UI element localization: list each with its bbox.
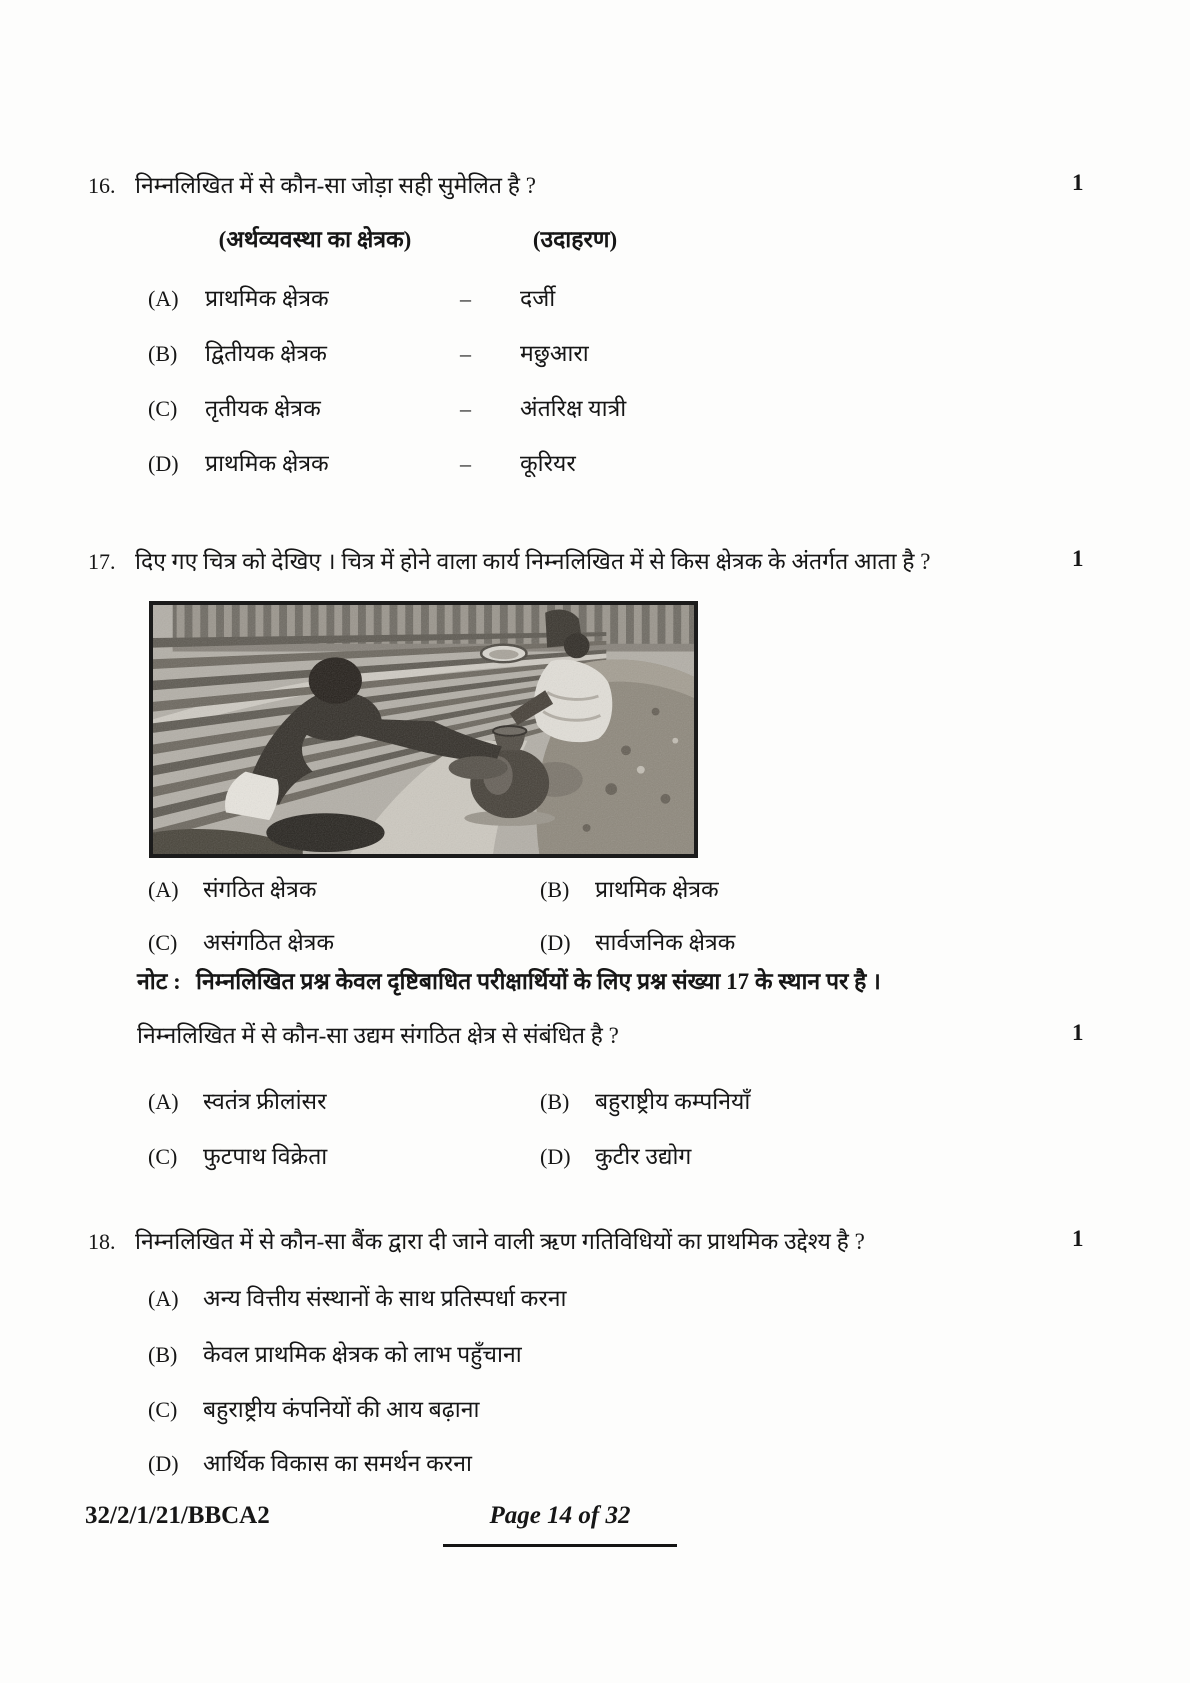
note-label: नोट : xyxy=(137,969,181,994)
q18-option-c-text: बहुराष्ट्रीय कंपनियों की आय बढ़ाना xyxy=(203,1397,480,1422)
q17-alt-option-d-text: कुटीर उद्योग xyxy=(595,1144,692,1169)
q17-alt-option-a-label: (A) xyxy=(148,1089,179,1114)
q16-option-d-label: (D) xyxy=(148,451,179,476)
q16-option-b-sector: द्वितीयक क्षेत्रक xyxy=(205,341,327,366)
q17-option-c-text: असंगठित क्षेत्रक xyxy=(203,930,335,955)
q16-marks: 1 xyxy=(1072,170,1084,195)
q17-alt-option-d-label: (D) xyxy=(540,1144,571,1169)
q17-option-b-text: प्राथमिक क्षेत्रक xyxy=(595,877,719,902)
q17-alt-option-c-label: (C) xyxy=(148,1144,178,1169)
q17-number: 17. xyxy=(88,549,116,574)
q18-option-c-label: (C) xyxy=(148,1397,178,1422)
q17-option-d-text: सार्वजनिक क्षेत्रक xyxy=(595,930,736,955)
q16-option-a-label: (A) xyxy=(148,286,179,311)
footer-paper-code: 32/2/1/21/BBCA2 xyxy=(85,1502,270,1529)
q16-option-b-label: (B) xyxy=(148,341,178,366)
brick-workers-photo-svg xyxy=(153,605,694,854)
q16-option-d-dash: – xyxy=(460,451,471,476)
q17-option-b-label: (B) xyxy=(540,877,570,902)
q17-alt-marks: 1 xyxy=(1072,1020,1084,1045)
q18-option-a-label: (A) xyxy=(148,1286,179,1311)
q18-question-text: निम्नलिखित में से कौन-सा बैंक द्वारा दी जाने वाली ऋण गतिविधियों का प्राथमिक उद्देश्य है ? xyxy=(135,1229,865,1254)
brick-workers-photo xyxy=(149,601,698,858)
q16-option-a-example: दर्जी xyxy=(520,286,556,311)
q16-option-c-dash: – xyxy=(460,396,471,421)
q18-number: 18. xyxy=(88,1229,116,1254)
q17-alt-option-b-label: (B) xyxy=(540,1089,570,1114)
q16-option-a-sector: प्राथमिक क्षेत्रक xyxy=(205,286,329,311)
footer-page-number: Page 14 of 32 xyxy=(489,1502,631,1529)
q17-marks: 1 xyxy=(1072,546,1084,571)
q17-alt-option-a-text: स्वतंत्र फ्रीलांसर xyxy=(203,1089,327,1114)
q16-number: 16. xyxy=(88,173,116,198)
q17-option-a-label: (A) xyxy=(148,877,179,902)
q16-option-d-example: कूरियर xyxy=(520,451,576,476)
q18-option-a-text: अन्य वित्तीय संस्थानों के साथ प्रतिस्पर्धा करना xyxy=(203,1286,567,1311)
q16-option-d-sector: प्राथमिक क्षेत्रक xyxy=(205,451,329,476)
photo-grain xyxy=(153,605,694,854)
note-text: निम्नलिखित प्रश्न केवल दृष्टिबाधित परीक्षार्थियों के लिए प्रश्न संख्या 17 के स्थान पर है । xyxy=(196,969,881,994)
q16-option-c-label: (C) xyxy=(148,396,178,421)
q17-question-text: दिए गए चित्र को देखिए । चित्र में होने वाला कार्य निम्नलिखित में से किस क्षेत्रक के अंतर्गत आता है ? xyxy=(135,549,931,574)
q16-option-c-example: अंतरिक्ष यात्री xyxy=(520,396,627,421)
q18-marks: 1 xyxy=(1072,1226,1084,1251)
q16-question-text: निम्नलिखित में से कौन-सा जोड़ा सही सुमेलित है ? xyxy=(135,173,536,198)
q18-option-b-text: केवल प्राथमिक क्षेत्रक को लाभ पहुँचाना xyxy=(203,1342,522,1367)
q16-column2-header: (उदाहरण) xyxy=(532,227,618,252)
q16-option-c-sector: तृतीयक क्षेत्रक xyxy=(205,396,321,421)
q16-option-b-example: मछुआरा xyxy=(520,341,589,366)
q16-option-a-dash: – xyxy=(460,286,471,311)
q16-option-b-dash: – xyxy=(460,341,471,366)
q17-option-a-text: संगठित क्षेत्रक xyxy=(203,877,317,902)
q18-option-d-text: आर्थिक विकास का समर्थन करना xyxy=(203,1451,472,1476)
q17-alt-option-c-text: फुटपाथ विक्रेता xyxy=(203,1144,328,1169)
q17-option-c-label: (C) xyxy=(148,930,178,955)
q17-option-d-label: (D) xyxy=(540,930,571,955)
q18-option-d-label: (D) xyxy=(148,1451,179,1476)
footer-underline xyxy=(443,1544,677,1547)
q17-alt-option-b-text: बहुराष्ट्रीय कम्पनियाँ xyxy=(595,1089,751,1114)
q18-option-b-label: (B) xyxy=(148,1342,178,1367)
q17-alt-question-text: निम्नलिखित में से कौन-सा उद्यम संगठित क्षेत्र से संबंधित है ? xyxy=(137,1023,619,1048)
q16-column1-header: (अर्थव्यवस्था का क्षेत्रक) xyxy=(218,227,412,252)
